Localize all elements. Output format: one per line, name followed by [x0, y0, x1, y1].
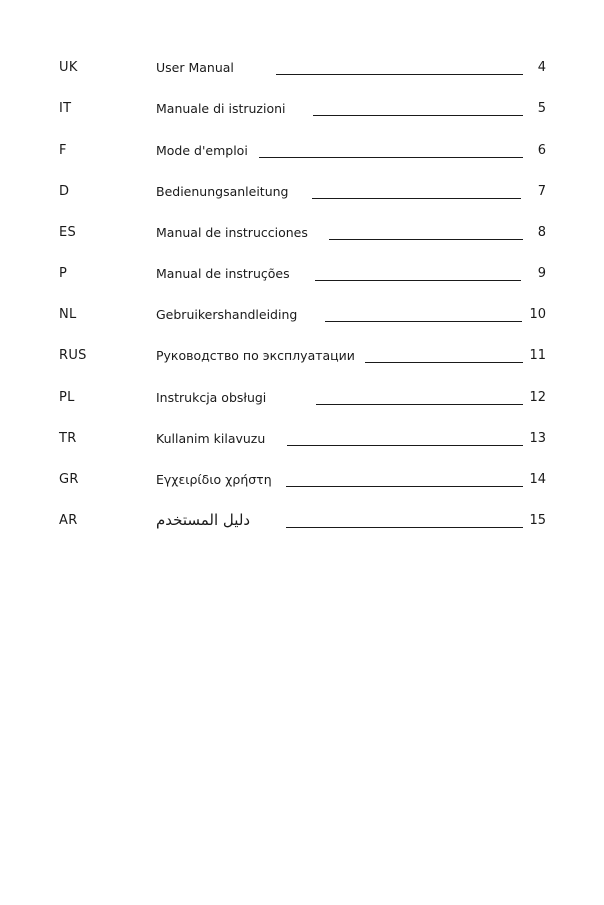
language-code: RUS: [59, 348, 87, 363]
language-code: IT: [59, 101, 72, 116]
toc-row-d: [0, 182, 604, 206]
dot-leader-line: [287, 445, 523, 446]
language-code: D: [59, 184, 70, 199]
toc-row-tr: [0, 429, 604, 453]
manual-title: Manual de instruções: [156, 266, 290, 281]
page-number: 9: [537, 266, 546, 281]
language-code: NL: [59, 307, 77, 322]
dot-leader-line: [286, 527, 523, 528]
language-code: P: [59, 266, 68, 281]
manual-title: Instrukcja obsługi: [156, 390, 267, 405]
language-code: PL: [59, 390, 75, 405]
dot-leader-line: [276, 74, 523, 75]
toc-row-rus: [0, 346, 604, 370]
toc-row-pl: [0, 388, 604, 412]
page-number: 12: [529, 390, 546, 405]
toc-row-f: [0, 141, 604, 165]
manual-title: Руководство по эксплуатации: [156, 348, 355, 363]
manual-title: Manuale di istruzioni: [156, 101, 286, 116]
toc-row-ar: [0, 511, 604, 535]
manual-title: Gebruikershandleiding: [156, 307, 298, 322]
toc-row-nl: [0, 305, 604, 329]
dot-leader-line: [325, 321, 522, 322]
dot-leader-line: [313, 115, 523, 116]
toc-row-uk: [0, 58, 604, 82]
manual-title: Kullanim kilavuzu: [156, 431, 266, 446]
dot-leader-line: [365, 362, 523, 363]
toc-row-it: [0, 99, 604, 123]
language-code: TR: [59, 431, 77, 446]
toc-row-p: [0, 264, 604, 288]
page-number: 15: [529, 513, 546, 528]
dot-leader-line: [329, 239, 523, 240]
page-number: 11: [529, 348, 546, 363]
page-number: 7: [537, 184, 546, 199]
manual-title: Mode d'emploi: [156, 143, 248, 158]
page-number: 8: [537, 225, 546, 240]
language-code: F: [59, 143, 67, 158]
page-number: 5: [537, 101, 546, 116]
dot-leader-line: [286, 486, 523, 487]
manual-title: دليل المستخدم: [156, 511, 251, 529]
toc-row-gr: [0, 470, 604, 494]
page-number: 13: [529, 431, 546, 446]
toc-row-es: [0, 223, 604, 247]
manual-title: Manual de instrucciones: [156, 225, 308, 240]
page-number: 4: [537, 60, 546, 75]
language-code: AR: [59, 513, 78, 528]
manual-title: Εγχειρίδιο χρήστη: [156, 472, 272, 487]
dot-leader-line: [312, 198, 521, 199]
language-code: GR: [59, 472, 79, 487]
page-number: 14: [529, 472, 546, 487]
page-number: 6: [537, 143, 546, 158]
dot-leader-line: [315, 280, 521, 281]
language-code: ES: [59, 225, 77, 240]
language-code: UK: [59, 60, 78, 75]
manual-title: Bedienungsanleitung: [156, 184, 289, 199]
dot-leader-line: [259, 157, 523, 158]
dot-leader-line: [316, 404, 523, 405]
manual-title: User Manual: [156, 60, 234, 75]
page-number: 10: [529, 307, 546, 322]
